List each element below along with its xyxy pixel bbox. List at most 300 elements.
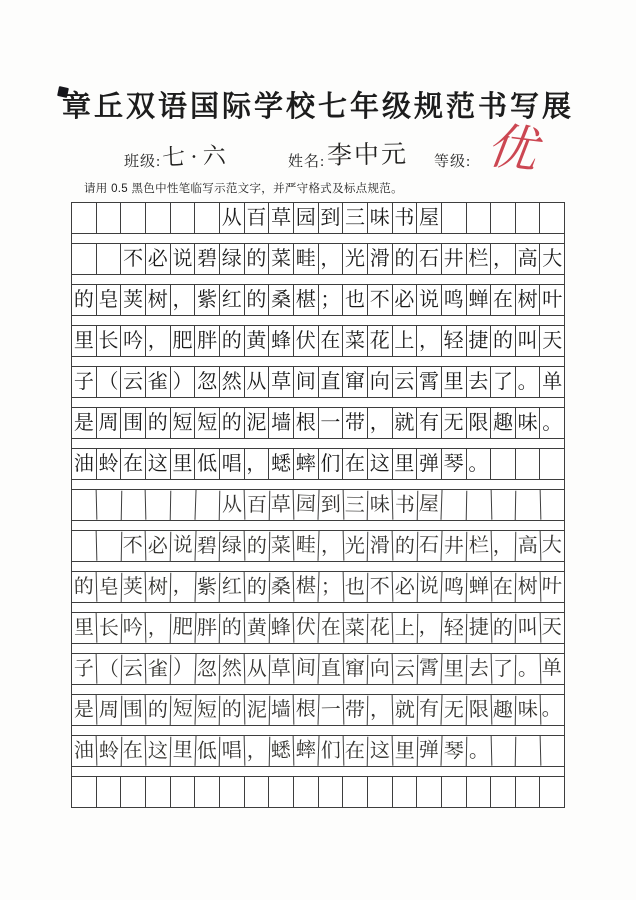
class-value-handwritten: 七·六 (161, 142, 232, 171)
grid-row-spacer (72, 562, 564, 572)
grid-cell: 周 (96, 695, 121, 725)
grid-cell (491, 490, 516, 520)
grid-cell: 然 (220, 367, 245, 397)
grid-cell: 从 (244, 654, 269, 684)
grid-row-blank (72, 777, 564, 807)
grid-cell: 。 (516, 367, 541, 397)
grid-cell (294, 777, 319, 807)
grid-cell (72, 777, 97, 807)
grid-cell: 是 (72, 695, 97, 726)
grid-cell: 蝉 (466, 572, 491, 603)
grid-cell: 向 (368, 367, 393, 397)
grid-cell: 说 (417, 571, 443, 602)
grid-row-student (72, 531, 564, 562)
grid-cell (269, 777, 294, 807)
grid-cell: 捷 (467, 326, 492, 356)
grid-cell: 蝉 (467, 285, 492, 315)
grid-row-spacer (72, 234, 564, 244)
grid-cell: 屋 (417, 489, 443, 520)
grid-cell: 云 (392, 654, 417, 684)
grid-cell (220, 777, 245, 807)
grid-cell: 滑 (368, 244, 393, 274)
grid-cell (466, 490, 491, 521)
grid-cell (170, 489, 196, 520)
grid-cell: 蟋 (269, 736, 294, 767)
grid-cell: 的 (244, 572, 269, 602)
grid-cell: 蟀 (294, 449, 319, 479)
grid-cell (97, 777, 122, 807)
grid-cell: 。 (542, 412, 563, 434)
grid-cell: 味 (368, 203, 393, 233)
grid-row-student (72, 695, 564, 726)
grid-cell: 伏 (293, 612, 319, 643)
grid-cell: 树 (515, 572, 540, 603)
grid-cell: 雀 (146, 654, 171, 684)
grid-cell: 的 (392, 531, 417, 561)
grid-cell: 吟 (121, 326, 146, 356)
grid-cell: 云 (393, 367, 418, 397)
grid-cell: 花 (368, 326, 393, 356)
grid-cell: 从 (245, 367, 270, 397)
grid-cell (72, 244, 97, 274)
grid-cell: 叶 (541, 575, 563, 598)
grid-cell (121, 203, 146, 233)
grid-row-model (72, 449, 564, 480)
grid-cell: 去 (467, 367, 492, 397)
grid-cell: 的 (220, 408, 245, 438)
grid-cell: 说 (417, 285, 442, 315)
grid-cell: 菜 (343, 613, 368, 643)
grid-cell: 就 (393, 408, 418, 438)
grid-cell: 间 (293, 653, 319, 684)
grid-cell: 的 (393, 244, 418, 274)
grid-cell: 石 (417, 530, 443, 561)
grid-row-model (72, 244, 564, 275)
grid-cell (540, 449, 564, 479)
grid-cell: 就 (392, 695, 417, 725)
grid-cell: 胖 (195, 613, 220, 643)
grid-cell: 叫 (516, 326, 541, 356)
grid-cell: 短 (195, 408, 220, 438)
grid-cell: 围 (121, 408, 146, 438)
grid-cell: 碧 (195, 531, 220, 561)
grid-cell (540, 735, 565, 766)
grid-cell: 直 (318, 654, 343, 685)
grid-cell: 说 (170, 530, 196, 561)
grid-cell (540, 489, 565, 520)
grid-cell: 周 (97, 408, 122, 438)
grid-cell: 忽 (195, 367, 220, 397)
grid-cell (442, 203, 467, 233)
name-label: 姓名: (288, 154, 326, 170)
grid-cell: 在 (121, 736, 146, 767)
grid-row-spacer (72, 357, 564, 367)
grid-cell: 霄 (417, 653, 443, 684)
grid-row-spacer (72, 316, 564, 326)
grid-cell: 的 (245, 285, 270, 315)
grid-row-student (72, 736, 564, 767)
grid-cell: 趣 (491, 695, 516, 725)
grid-cell: 弹 (417, 449, 442, 479)
grid-cell: 子 (72, 367, 97, 397)
grid-cell: 。 (466, 736, 491, 767)
grid-cell: 吟 (121, 613, 146, 644)
grid-row-spacer (72, 275, 564, 285)
grid-cell: 油 (72, 449, 97, 479)
grid-cell: （ (97, 367, 122, 397)
grid-cell (97, 244, 122, 274)
grid-cell: ， (417, 612, 443, 643)
grid-cell: 是 (72, 408, 97, 438)
grid-cell: 趣 (491, 408, 516, 438)
grid-cell: 的 (491, 326, 516, 356)
grid-cell: ， (170, 571, 196, 602)
grid-cell: 花 (368, 613, 393, 644)
grid-cell: ， (245, 449, 270, 479)
grid-cell: 叶 (542, 289, 563, 311)
grid-cell: 味 (368, 490, 393, 521)
grid-row-model (72, 203, 564, 234)
grid-cell: 大 (542, 248, 563, 270)
grid-cell: 皂 (97, 285, 122, 315)
grid-cell (442, 490, 467, 520)
grid-cell: 红 (220, 572, 245, 603)
grid-cell: 园 (294, 203, 319, 233)
grid-cell (97, 203, 122, 233)
grid-cell: ； (319, 285, 344, 315)
grid-cell: 短 (170, 694, 196, 725)
grid-cell: 雀 (146, 367, 171, 397)
grid-cell: ， (318, 531, 343, 562)
grid-cell (442, 777, 467, 807)
grid-cell: ， (491, 244, 516, 274)
grid-cell: 了 (491, 367, 516, 397)
grid-cell: 云 (121, 367, 146, 397)
grid-cell: 草 (269, 654, 294, 685)
grid-cell: 油 (72, 736, 97, 767)
grid-cell: 鸣 (442, 285, 467, 315)
grid-row-model (72, 367, 564, 398)
grid-row-spacer (72, 603, 564, 613)
grid-cell: 向 (368, 654, 393, 685)
grid-cell: 这 (368, 736, 393, 767)
grid-cell (195, 203, 220, 233)
grid-row-model (72, 408, 564, 439)
grid-cell: 在 (491, 285, 516, 315)
grid-cell: 绿 (220, 531, 245, 562)
grid-row-spacer (72, 439, 564, 449)
grid-cell: 蜂 (269, 613, 294, 644)
grid-cell: 树 (516, 285, 541, 315)
grid-cell: 光 (343, 244, 368, 274)
grid-cell: 天 (542, 330, 563, 352)
grid-cell: 这 (146, 449, 171, 479)
grid-cell: 一 (318, 695, 343, 726)
grid-cell: 高 (515, 531, 540, 562)
grid-cell (467, 777, 492, 807)
grid-cell: 黄 (245, 326, 270, 356)
grid-cell: 不 (368, 285, 393, 315)
grid-cell: 三 (343, 490, 368, 520)
grid-cell: 单 (541, 657, 563, 680)
grid-cell: 皂 (96, 572, 121, 602)
grid-cell: 在 (121, 449, 146, 479)
grid-cell: 必 (392, 572, 417, 602)
grid-cell (72, 531, 97, 562)
grid-cell: 蟀 (293, 735, 319, 766)
grid-cell: 的 (220, 326, 245, 356)
grid-cell: ， (368, 408, 393, 438)
grid-cell: 轻 (442, 613, 467, 643)
grid-cell (393, 777, 418, 807)
grid-cell: 说 (171, 244, 196, 274)
grid-cell: 桑 (269, 572, 294, 603)
grid-cell: 限 (466, 695, 491, 726)
grid-cell: 在 (343, 449, 368, 479)
grid-cell: 泥 (245, 408, 270, 438)
grid-cell: 畦 (293, 530, 319, 561)
grid-cell (72, 203, 97, 233)
grid-cell: 短 (195, 695, 220, 725)
grid-cell: 椹 (294, 285, 319, 315)
grid-cell: 书 (392, 490, 417, 520)
grid-cell: 的 (491, 613, 516, 643)
grid-cell: 琴 (442, 449, 467, 479)
grid-cell: 椹 (293, 571, 319, 602)
grid-row-spacer (72, 398, 564, 408)
grid-cell: ， (417, 326, 442, 356)
grid-cell: 上 (393, 326, 418, 356)
grid-cell: 草 (269, 490, 294, 521)
grid-cell: 从 (220, 490, 245, 521)
grid-cell: 蟋 (269, 449, 294, 479)
grid-cell: 窜 (343, 367, 368, 397)
grid-cell: 。 (541, 698, 563, 721)
grid-cell: 长 (97, 326, 122, 356)
grid-cell: 。 (515, 654, 540, 685)
grid-cell: 荚 (121, 572, 146, 603)
grade-value-handwritten-red: 优 (483, 117, 541, 179)
grid-cell: 树 (146, 285, 171, 315)
grid-cell: 从 (220, 203, 245, 233)
grid-cell: 短 (171, 408, 196, 438)
grid-cell (72, 490, 97, 521)
grid-cell (96, 531, 121, 561)
grid-cell: 胖 (195, 326, 220, 356)
grid-cell: 到 (319, 203, 344, 233)
grid-cell (368, 777, 393, 807)
grid-cell: ， (171, 285, 196, 315)
grid-cell (515, 736, 540, 767)
grid-cell: 屋 (417, 203, 442, 233)
grid-cell: 里 (72, 326, 97, 356)
grid-cell: 书 (393, 203, 418, 233)
grid-row-spacer (72, 726, 564, 736)
grid-cell: 也 (343, 285, 368, 315)
grid-cell: 。 (467, 449, 492, 479)
grid-row-student (72, 654, 564, 685)
grid-cell: 里 (442, 367, 467, 397)
grid-cell: 肥 (171, 326, 196, 356)
grid-cell: 紫 (195, 285, 220, 315)
grid-cell: ， (244, 736, 269, 766)
grid-cell (146, 490, 171, 520)
grid-cell (171, 777, 196, 807)
grid-cell: 蜂 (269, 326, 294, 356)
grid-cell: 忽 (195, 654, 220, 684)
writing-grid (71, 202, 565, 808)
grid-cell: 的 (220, 695, 245, 726)
grid-cell: 伏 (294, 326, 319, 356)
grid-cell: 的 (244, 531, 269, 561)
grid-row-student (72, 490, 564, 521)
grid-cell: 栏 (466, 531, 491, 562)
grid-cell: 到 (318, 490, 343, 521)
grid-cell: 单 (542, 371, 563, 393)
grid-cell: 带 (343, 408, 368, 438)
grid-cell: 长 (96, 613, 121, 643)
grid-row-spacer (72, 644, 564, 654)
grid-cell: 草 (269, 367, 294, 397)
grid-cell (171, 203, 196, 233)
grid-cell: 紫 (195, 572, 220, 602)
grid-cell: 菜 (343, 326, 368, 356)
grid-cell (195, 777, 220, 807)
grid-cell: 在 (319, 326, 344, 356)
grid-cell: 的 (72, 285, 97, 315)
grid-cell: 园 (293, 489, 319, 520)
grid-cell (121, 490, 146, 521)
grid-cell: 的 (220, 613, 245, 644)
grid-cell: 叫 (515, 613, 540, 644)
grid-cell: 绿 (220, 244, 245, 274)
grid-cell: 根 (293, 694, 319, 725)
grid-cell (491, 736, 516, 766)
grid-cell (516, 203, 541, 233)
grid-cell: 里 (392, 736, 417, 766)
grid-cell: 树 (146, 572, 171, 602)
grid-cell (319, 777, 344, 807)
grid-cell: 子 (72, 654, 97, 685)
grid-cell: 必 (146, 531, 171, 561)
class-label: 班级: (124, 154, 162, 170)
grid-cell: 里 (442, 654, 467, 684)
grid-cell: 味 (516, 408, 541, 438)
instruction-note: 请用 0.5 黑色中性笔临写示范文字，并严守格式及标点规范。 (84, 183, 403, 195)
grid-cell: 里 (171, 449, 196, 479)
grid-cell: 琴 (442, 736, 467, 766)
grid-cell: 低 (195, 449, 220, 479)
grid-cell: 百 (244, 490, 269, 520)
grid-cell: 也 (343, 572, 368, 602)
grid-cell: 围 (121, 695, 146, 726)
grid-cell (491, 777, 516, 807)
grid-cell: 上 (392, 613, 417, 643)
grid-cell (491, 203, 516, 233)
grid-row-student (72, 613, 564, 644)
grid-cell: 荚 (121, 285, 146, 315)
grid-cell: 菜 (269, 531, 294, 562)
grid-cell: 蛉 (97, 449, 122, 479)
grid-cell: 滑 (368, 531, 393, 562)
grid-cell: 云 (121, 654, 146, 685)
grid-cell: 的 (245, 244, 270, 274)
grid-cell (146, 203, 171, 233)
grid-cell: ） (171, 367, 196, 397)
name-value-handwritten: 李中元 (326, 141, 409, 170)
grid-cell: 们 (319, 449, 344, 479)
grid-cell (96, 490, 121, 520)
grid-cell: （ (96, 654, 121, 684)
grid-cell: 轻 (442, 326, 467, 356)
grid-cell (516, 777, 541, 807)
page-title: 章丘双语国际学校七年级规范书写展 (61, 91, 574, 123)
grid-cell: 去 (466, 654, 491, 685)
grid-cell: 大 (541, 534, 563, 557)
grid-cell (516, 449, 541, 479)
grid-cell: 唱 (220, 449, 245, 479)
grid-cell: 肥 (170, 612, 196, 643)
grid-row-spacer (72, 685, 564, 695)
grade-label: 等级: (434, 154, 472, 170)
grid-cell: 红 (220, 285, 245, 315)
grid-cell: 不 (121, 244, 146, 274)
grid-cell: 带 (343, 695, 368, 725)
grid-cell (195, 490, 220, 520)
grid-cell: 蛉 (96, 736, 121, 766)
grid-cell: 然 (220, 654, 245, 685)
grid-cell (121, 777, 146, 807)
grid-cell: ， (319, 244, 344, 274)
grid-cell: 无 (442, 695, 467, 725)
grid-cell: 光 (343, 531, 368, 561)
grid-cell: ） (170, 653, 196, 684)
grid-row-student (72, 572, 564, 603)
grid-cell: 天 (541, 616, 563, 639)
grid-cell: 三 (343, 203, 368, 233)
grid-cell: 在 (343, 736, 368, 766)
grid-cell: 这 (146, 736, 171, 766)
grid-cell (515, 490, 540, 521)
grid-cell (343, 777, 368, 807)
grid-cell: 的 (146, 695, 171, 725)
grid-cell (146, 777, 171, 807)
grid-cell: 泥 (244, 695, 269, 725)
grid-cell: 有 (417, 408, 442, 438)
grid-cell: 低 (195, 736, 220, 766)
grid-cell: 井 (442, 531, 467, 561)
grid-cell: 的 (146, 408, 171, 438)
grid-cell: 畦 (294, 244, 319, 274)
grid-cell: 里 (170, 735, 196, 766)
grid-cell (540, 203, 564, 233)
grid-cell: ， (146, 326, 171, 356)
grid-cell: 石 (417, 244, 442, 274)
grid-cell: 里 (72, 613, 97, 644)
grid-cell: ， (146, 613, 171, 643)
grid-cell: ， (491, 531, 516, 561)
grid-cell: 限 (467, 408, 492, 438)
grid-row-model (72, 285, 564, 316)
grid-cell (417, 777, 442, 807)
grid-cell: 间 (294, 367, 319, 397)
grid-cell: 在 (318, 613, 343, 644)
grid-row-spacer (72, 767, 564, 777)
grid-row-model (72, 326, 564, 357)
grid-cell: 一 (319, 408, 344, 438)
grid-cell: 了 (491, 654, 516, 684)
grid-cell: 碧 (195, 244, 220, 274)
